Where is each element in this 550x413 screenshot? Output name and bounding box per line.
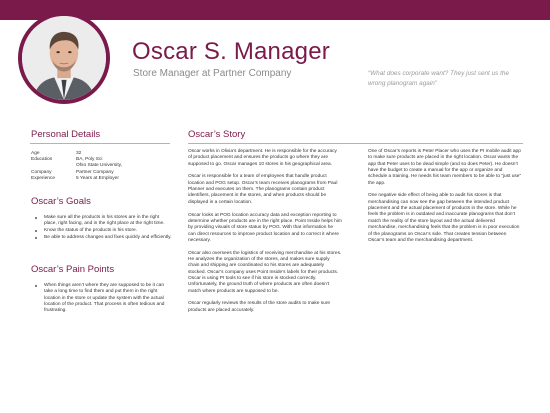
detail-label: Experience bbox=[31, 175, 55, 181]
personal-details-table bbox=[31, 151, 171, 182]
story-heading: Oscar’s Story bbox=[188, 129, 246, 140]
pain-points-heading: Oscar’s Pain Points bbox=[31, 264, 115, 275]
story-column-left bbox=[188, 149, 342, 321]
persona-role: Store Manager at Partner Company bbox=[133, 68, 292, 79]
detail-label: Age bbox=[31, 151, 40, 156]
detail-row bbox=[31, 176, 171, 182]
portrait-photo bbox=[22, 16, 106, 100]
story-paragraph: One of Oscar’s reports is Peter Placer who uses the PI mobile audit app to make sure products are placed in the right location. Oscar wants the app that Peter uses to be dead simple (and so does Peter). He doesn’t have the budget to create a manual for the app or organize and schedule a training. He needs his team members to be able to “just use” the app. bbox=[368, 149, 522, 186]
avatar bbox=[18, 12, 110, 104]
persona-name: Oscar S. Manager bbox=[132, 38, 330, 65]
persona-quote: “What does corporate want? They just sent us the wrong planogram again” bbox=[368, 70, 510, 87]
story-paragraph: Oscar works in Olivia’s department. He is responsible for the accuracy of product placement and ensures the products go where they are supposed to go. Oscar manages 10 stores in his geographical area. bbox=[188, 149, 337, 167]
list-item: When things aren’t where they are supposed to be it can take a long time to find them and put them in the right location in the store or update the system with the actual location of the product. That process is often tedious and frustrating. bbox=[31, 283, 173, 314]
story-paragraph: Oscar is responsible for a team of employees that handle product location and POG setup. Oscar’s team receives planograms from Paul Planner and executes on them. The planograms contain product identifiers, placement in the stores, and when products should be displayed in a certain location. bbox=[188, 174, 338, 205]
detail-label: Company bbox=[31, 169, 52, 175]
detail-value: 32 bbox=[76, 151, 82, 156]
portrait-illustration bbox=[22, 16, 106, 100]
detail-value: BA, Poly Sci Ohio State University, bbox=[76, 157, 123, 169]
goals-heading: Oscar’s Goals bbox=[31, 196, 91, 207]
story-paragraph: Oscar also oversees the logistics of receiving merchandise at his stores. He analyzes the organization of the stores, and makes sure supply chain and shipping are coordinated so his stores are adequately stocked. Oscar’s company uses Point Inside’s labels for their products. Oscar is using PI tools to see if his store is stocked correctly. Unfortunately, the ground truth of where products are often doesn’t match where products are supposed to be. bbox=[188, 250, 342, 294]
detail-value: 5 Years at Employer bbox=[76, 175, 119, 181]
detail-row bbox=[31, 157, 171, 169]
list-item: Be able to address changes and fixes quickly and efficiently. bbox=[31, 235, 173, 241]
list-item: Make sure all the products in his stores are in the right place, right facing, and in the right place at the right time. bbox=[31, 215, 173, 228]
detail-value: Partner Company bbox=[76, 169, 114, 175]
detail-label: Education bbox=[31, 157, 53, 163]
goals-list bbox=[31, 215, 173, 242]
story-paragraph: Oscar regularly reviews the results of the store audits to make sure products are placed accurately. bbox=[188, 301, 331, 313]
story-paragraph: One negative side effect of being able to audit his stores is that merchandising can now see the gap between the intended product placement and the actual placement of products in the store. While he feels the problem is in outdated and inaccurate planograms that don’t match the reality of the store layout and the actual delivered merchandise, merchandising feels that the problem is in poor execution of the planograms on Oscar’s side. That creates tension between Oscar’s team and the merchandising department. bbox=[368, 193, 520, 243]
story-paragraph: Oscar looks at POG location accuracy data and exception reporting to determine whether products are in the right place. Point Inside helps him by providing visuals of store status by POG. With that information he can direct resources to improve product location and to correct it where necessary. bbox=[188, 212, 342, 243]
section-divider bbox=[30, 143, 170, 144]
list-item: Know the status of the products in his store. bbox=[31, 228, 173, 234]
section-divider bbox=[188, 143, 523, 144]
personal-details-heading: Personal Details bbox=[31, 129, 101, 140]
story-column-right bbox=[368, 149, 522, 251]
pain-points-list bbox=[31, 283, 173, 315]
